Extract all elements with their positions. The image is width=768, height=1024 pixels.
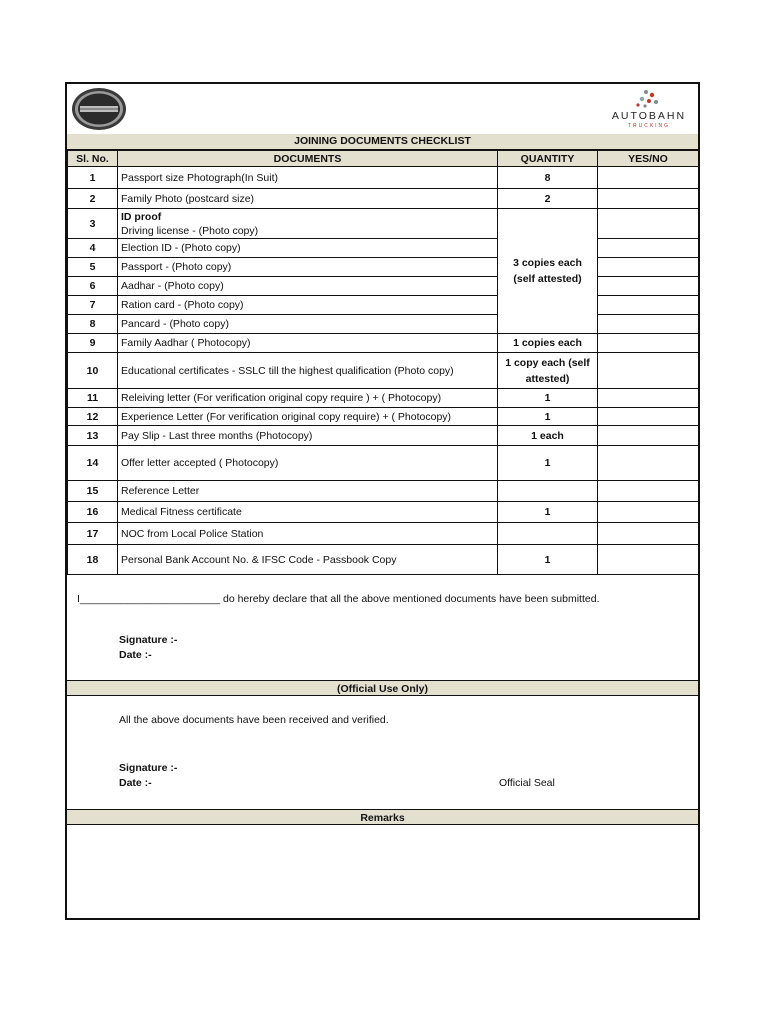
row-document: Aadhar - (Photo copy) [118, 277, 498, 296]
row-yes-no-cell[interactable] [598, 408, 699, 426]
autobahn-subtitle: TRUCKING [627, 123, 671, 129]
table-row [68, 209, 699, 239]
autobahn-name: AUTOBAHN [611, 110, 687, 122]
row-yes-no-cell[interactable] [598, 481, 699, 502]
table-row [68, 334, 699, 353]
autobahn-logo [606, 87, 692, 131]
row-sl: 10 [68, 353, 118, 389]
row-sl: 3 [68, 209, 118, 239]
row-document: Experience Letter (For verification original copy require) + ( Photocopy) [118, 408, 498, 426]
official-verified-text: All the above documents have been received and verified. [119, 714, 389, 726]
row-sl: 16 [68, 502, 118, 523]
row-yes-no-cell[interactable] [598, 334, 699, 353]
remarks-title: Remarks [67, 809, 698, 825]
row-quantity: 1 [498, 446, 598, 481]
row-document: Reference Letter [118, 481, 498, 502]
row-document: Election ID - (Photo copy) [118, 239, 498, 258]
row-quantity: 8 [498, 167, 598, 189]
row-sl: 12 [68, 408, 118, 426]
row-yes-no-cell[interactable] [598, 277, 699, 296]
official-signature-label: Signature :- [119, 762, 178, 774]
column-header-documents: DOCUMENTS [118, 151, 498, 167]
row-quantity: 1 [498, 389, 598, 408]
table-row [68, 389, 699, 408]
row-sl: 11 [68, 389, 118, 408]
declaration-date-label: Date :- [119, 649, 152, 661]
table-row [68, 481, 699, 502]
table-row [68, 446, 699, 481]
table-row [68, 502, 699, 523]
table-row [68, 277, 699, 296]
row-sl: 4 [68, 239, 118, 258]
official-seal-label: Official Seal [499, 777, 555, 789]
row-document: Family Photo (postcard size) [118, 189, 498, 209]
row-yes-no-cell[interactable] [598, 239, 699, 258]
row-document: NOC from Local Police Station [118, 523, 498, 545]
row-sl: 8 [68, 315, 118, 334]
row-yes-no-cell[interactable] [598, 446, 699, 481]
row-sl: 7 [68, 296, 118, 315]
merged-quantity-cell: 3 copies each (self attested) [498, 209, 598, 334]
column-header-sl: Sl. No. [68, 151, 118, 167]
row-yes-no-cell[interactable] [598, 502, 699, 523]
row-document: Passport - (Photo copy) [118, 258, 498, 277]
table-row [68, 353, 699, 389]
id-proof-heading: ID proof [121, 210, 162, 223]
row-quantity: 1 copies each [498, 334, 598, 353]
row-document: Pancard - (Photo copy) [118, 315, 498, 334]
declaration-signature-label: Signature :- [119, 634, 178, 646]
row-sl: 18 [68, 545, 118, 575]
row-quantity [498, 523, 598, 545]
declaration-section [67, 574, 698, 681]
row-yes-no-cell[interactable] [598, 545, 699, 575]
column-header-quantity: QUANTITY [498, 151, 598, 167]
logo-row [67, 84, 698, 135]
row-sl: 17 [68, 523, 118, 545]
checklist-title: JOINING DOCUMENTS CHECKLIST [67, 134, 698, 150]
row-sl: 6 [68, 277, 118, 296]
company-logo-left [71, 87, 127, 131]
row-quantity: 1 [498, 502, 598, 523]
table-row [68, 167, 699, 189]
row-sl: 1 [68, 167, 118, 189]
row-quantity: 1 [498, 545, 598, 575]
row-sl: 9 [68, 334, 118, 353]
row-document: Medical Fitness certificate [118, 502, 498, 523]
row-quantity [498, 481, 598, 502]
row-quantity: 1 [498, 408, 598, 426]
table-row [68, 296, 699, 315]
row-sl: 14 [68, 446, 118, 481]
table-row [68, 545, 699, 575]
table-row [68, 189, 699, 209]
row-document: Passport size Photograph(In Suit) [118, 167, 498, 189]
row-yes-no-cell[interactable] [598, 426, 699, 446]
table-row [68, 426, 699, 446]
row-document: Family Aadhar ( Photocopy) [118, 334, 498, 353]
row-quantity: 1 each [498, 426, 598, 446]
row-sl: 13 [68, 426, 118, 446]
row-document-line: Driving license - (Photo copy) [121, 224, 259, 237]
table-row [68, 523, 699, 545]
row-quantity: 1 copy each (self attested) [498, 353, 598, 389]
remarks-box[interactable] [67, 825, 698, 918]
row-document: Offer letter accepted ( Photocopy) [118, 446, 498, 481]
row-yes-no-cell[interactable] [598, 523, 699, 545]
row-yes-no-cell[interactable] [598, 389, 699, 408]
row-document: Releiving letter (For verification original copy require ) + ( Photocopy) [118, 389, 498, 408]
row-document: Personal Bank Account No. & IFSC Code - Passbook Copy [118, 545, 498, 575]
row-document: Educational certificates - SSLC till the highest qualification (Photo copy) [118, 353, 498, 389]
table-row [68, 408, 699, 426]
row-yes-no-cell[interactable] [598, 167, 699, 189]
table-row [68, 315, 699, 334]
row-yes-no-cell[interactable] [598, 353, 699, 389]
row-document: Ration card - (Photo copy) [118, 296, 498, 315]
row-document [118, 209, 498, 239]
row-yes-no-cell[interactable] [598, 296, 699, 315]
official-date-label: Date :- [119, 777, 152, 789]
official-use-title: (Official Use Only) [67, 680, 698, 696]
row-document: Pay Slip - Last three months (Photocopy) [118, 426, 498, 446]
row-sl: 2 [68, 189, 118, 209]
table-row [68, 239, 699, 258]
column-header-yes-no: YES/NO [598, 151, 699, 167]
row-quantity: 2 [498, 189, 598, 209]
row-sl: 5 [68, 258, 118, 277]
row-yes-no-cell[interactable] [598, 209, 699, 239]
row-sl: 15 [68, 481, 118, 502]
checklist-sheet [65, 82, 700, 920]
table-row [68, 258, 699, 277]
row-yes-no-cell[interactable] [598, 315, 699, 334]
row-yes-no-cell[interactable] [598, 189, 699, 209]
documents-table [67, 150, 699, 575]
row-yes-no-cell[interactable] [598, 258, 699, 277]
declaration-text: I________________________ do hereby declare that all the above mentioned documents have been submitted. [77, 593, 600, 605]
